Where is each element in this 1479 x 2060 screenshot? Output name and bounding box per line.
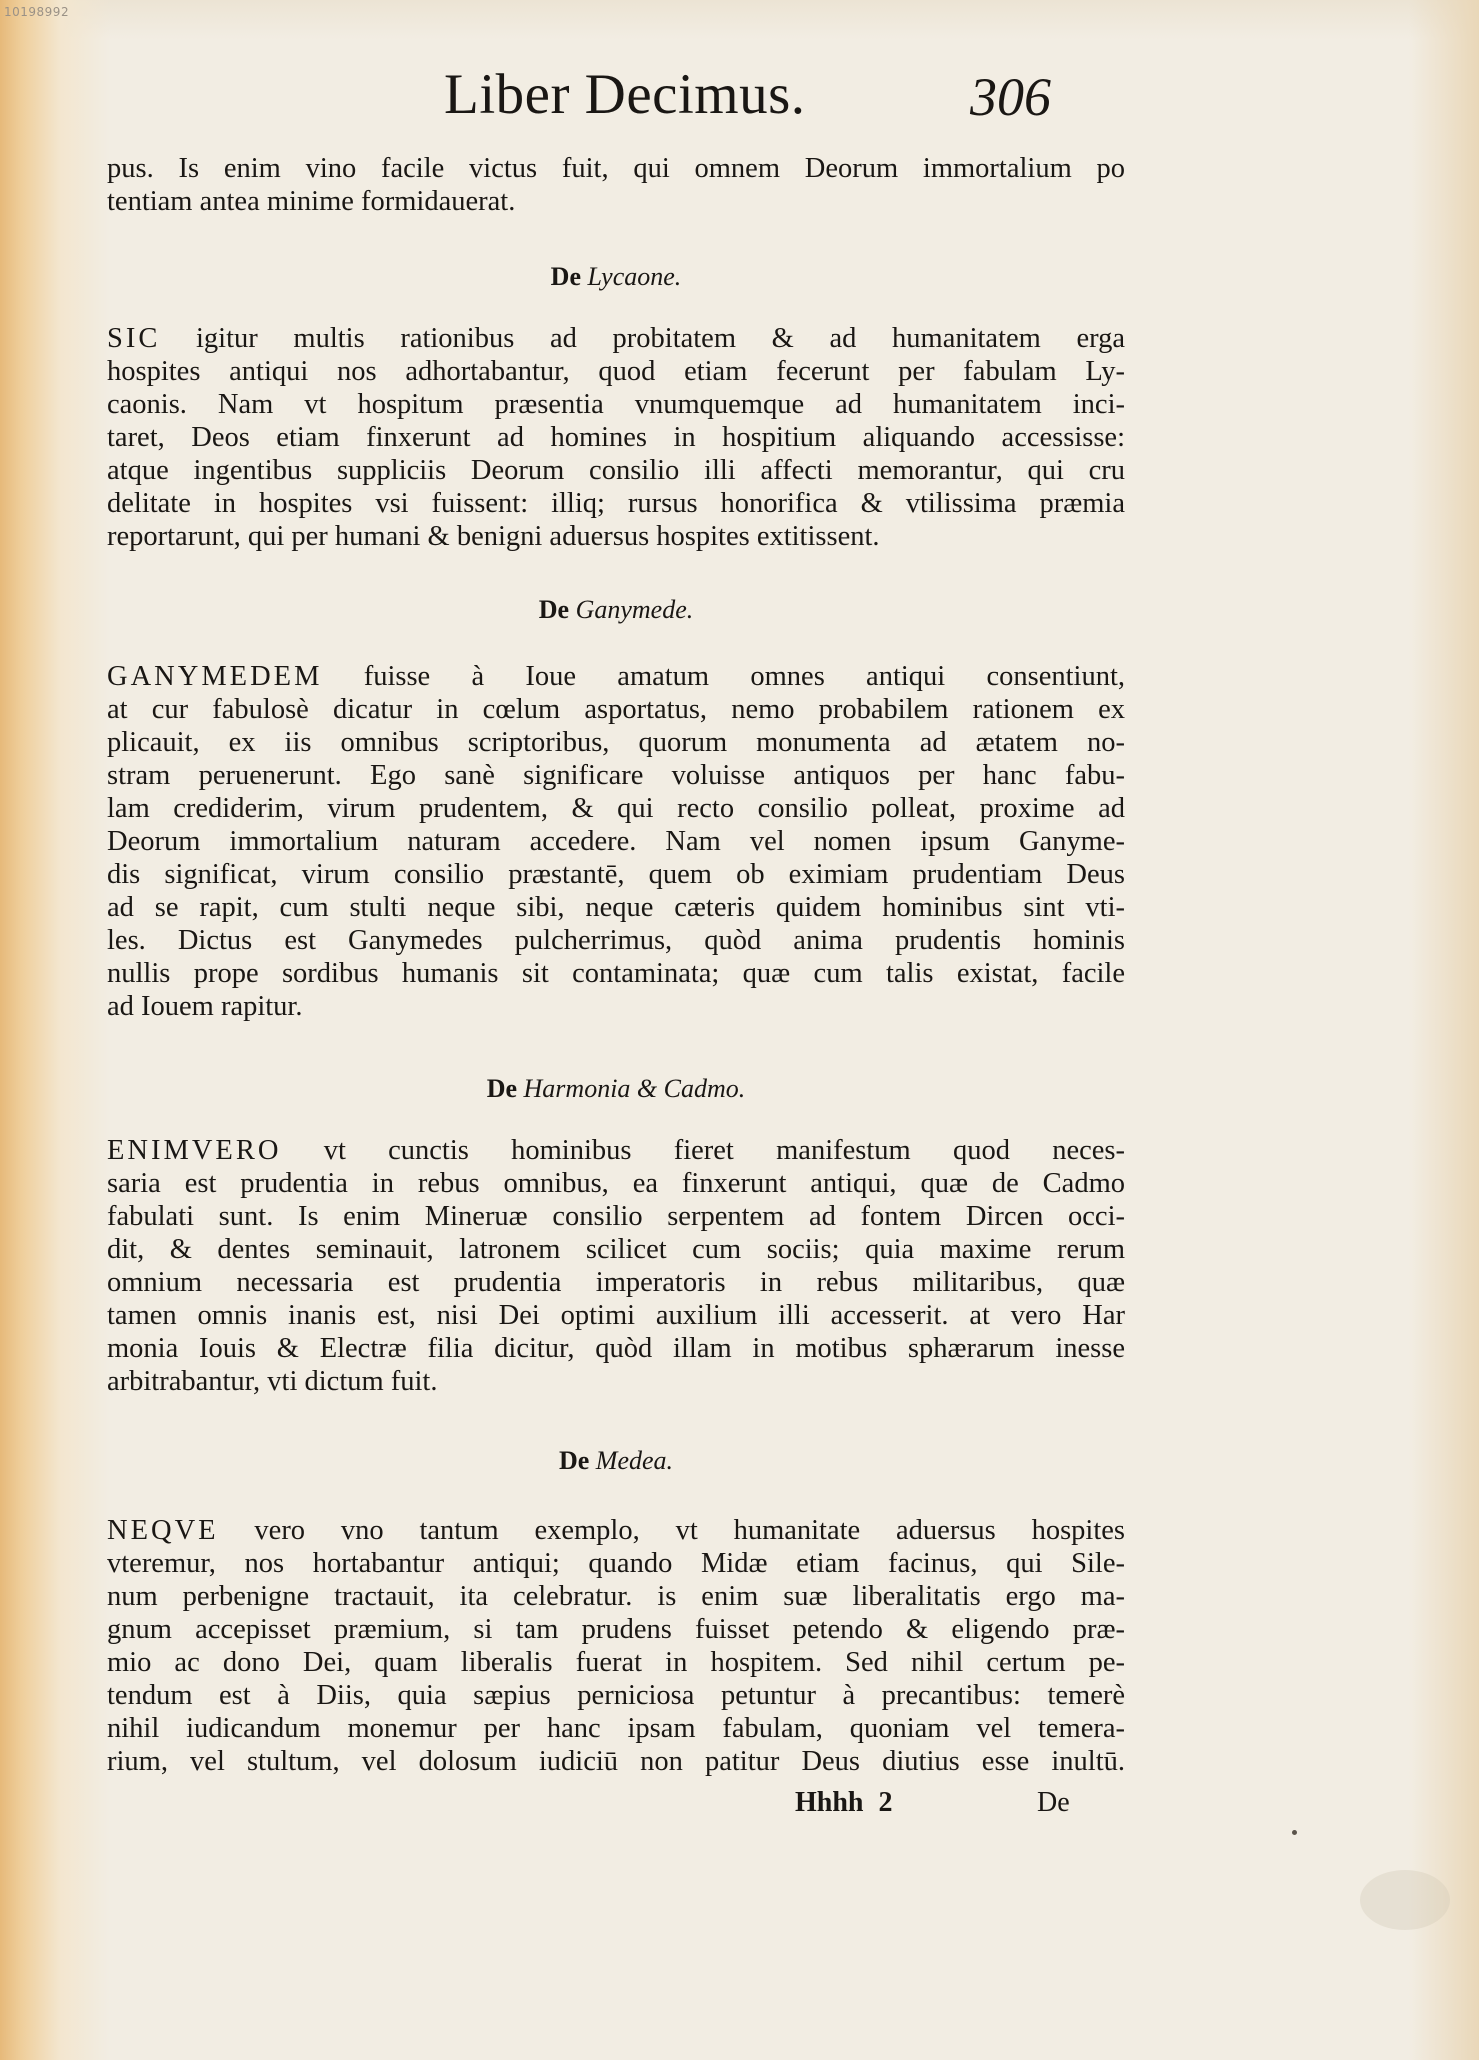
section-heading-ganymede xyxy=(107,595,1125,625)
text-line: nullis prope sordibus humanis sit contaminata; quæ cum talis existat, facile xyxy=(107,958,1125,989)
text-line: monia Iouis & Electræ filia dicitur, quòd illam in motibus sphærarum inesse xyxy=(107,1333,1125,1364)
text-line: reportarunt, qui per humani & benigni aduersus hospites extitissent. xyxy=(107,521,880,552)
section-heading-medea xyxy=(107,1446,1125,1476)
text-line xyxy=(107,322,1125,355)
text-line: dis significat, virum consilio præstantē, quem ob eximiam prudentiam Deus xyxy=(107,859,1125,890)
catalog-mark: 10198992 xyxy=(4,5,70,19)
text-line-body: igitur multis rationibus ad probitatem & ad humanitatem erga xyxy=(196,323,1125,354)
heading-prefix: De xyxy=(550,262,581,291)
text-line: pus. Is enim vino facile victus fuit, qui omnem Deorum immortalium po xyxy=(107,153,1125,184)
section-initial: SIC xyxy=(107,323,161,354)
text-line: mio ac dono Dei, quam liberalis fuerat in hospitem. Sed nihil certum pe- xyxy=(107,1647,1125,1678)
text-line: ad Iouem rapitur. xyxy=(107,991,303,1022)
text-line xyxy=(107,660,1125,693)
text-line: vteremur, nos hortabantur antiqui; quando Midæ etiam facinus, qui Sile- xyxy=(107,1548,1125,1579)
heading-name: Harmonia & Cadmo. xyxy=(523,1074,746,1103)
heading-name: Medea. xyxy=(595,1446,674,1475)
section-initial: NEQVE xyxy=(107,1515,219,1546)
running-head-title: Liber Decimus. xyxy=(444,63,806,126)
heading-prefix: De xyxy=(558,1446,590,1475)
text-line: atque ingentibus suppliciis Deorum consilio illi affecti memorantur, qui cru xyxy=(107,455,1125,486)
text-line xyxy=(107,1134,1125,1167)
section-paragraph-lycaone xyxy=(107,322,1125,553)
paper-speck xyxy=(1292,1830,1297,1835)
text-line-body: vero vno tantum exemplo, vt humanitate aduersus hospites xyxy=(254,1515,1125,1546)
heading-name: Lycaone. xyxy=(587,262,682,291)
text-line: gnum accepisset præmium, si tam prudens fuisset petendo & eligendo præ- xyxy=(107,1614,1125,1645)
section-paragraph-medea xyxy=(107,1514,1125,1778)
text-line: Deorum immortalium naturam accedere. Nam vel nomen ipsum Ganyme- xyxy=(107,826,1125,857)
text-line: hospites antiqui nos adhortabantur, quod etiam fecerunt per fabulam Ly- xyxy=(107,356,1125,387)
section-heading-lycaone xyxy=(107,262,1125,292)
text-line: nihil iudicandum monemur per hanc ipsam fabulam, quoniam vel temera- xyxy=(107,1713,1125,1744)
text-line: lam crediderim, virum prudentem, & qui recto consilio polleat, proxime ad xyxy=(107,793,1125,824)
section-paragraph-ganymede xyxy=(107,660,1125,1023)
text-line: plicauit, ex iis omnibus scriptoribus, quorum monumenta ad ætatem no- xyxy=(107,727,1125,758)
text-line: stram peruenerunt. Ego sanè significare voluisse antiquos per hanc fabu- xyxy=(107,760,1125,791)
section-initial: GANYMEDEM xyxy=(107,661,323,692)
text-line: saria est prudentia in rebus omnibus, ea finxerunt antiqui, quæ de Cadmo xyxy=(107,1168,1125,1199)
text-line: caonis. Nam vt hospitum præsentia vnumquemque ad humanitatem inci- xyxy=(107,389,1125,420)
text-line: les. Dictus est Ganymedes pulcherrimus, quòd anima prudentis hominis xyxy=(107,925,1125,956)
heading-name: Ganymede. xyxy=(575,595,694,624)
text-line: arbitrabantur, vti dictum fuit. xyxy=(107,1366,438,1397)
text-line: delitate in hospites vsi fuissent: illiq; rursus honorifica & vtilissima præmia xyxy=(107,488,1125,519)
text-line xyxy=(107,1514,1125,1547)
signature-mark: Hhhh 2 xyxy=(795,1787,893,1818)
text-line-body: fuisse à Ioue amatum omnes antiqui consentiunt, xyxy=(363,661,1126,692)
text-line: ad se rapit, cum stulti neque sibi, neque cæteris quidem hominibus sint vti- xyxy=(107,892,1125,923)
catchword: De xyxy=(1037,1787,1070,1818)
page-number: 306 xyxy=(970,67,1051,127)
intro-paragraph xyxy=(107,152,1125,218)
text-line: fabulati sunt. Is enim Mineruæ consilio serpentem ad fontem Dircen occi- xyxy=(107,1201,1125,1232)
heading-prefix: De xyxy=(538,595,570,624)
heading-prefix: De xyxy=(486,1074,518,1103)
text-line: tamen omnis inanis est, nisi Dei optimi auxilium illi accesserit. at vero Har xyxy=(107,1300,1125,1331)
text-line: rium, vel stultum, vel dolosum iudiciū non patitur Deus diutius esse inultū. xyxy=(107,1746,1125,1777)
text-line: at cur fabulosè dicatur in cœlum asportatus, nemo probabilem rationem ex xyxy=(107,694,1125,725)
text-line: taret, Deos etiam finxerunt ad homines in hospitium aliquando accessisse: xyxy=(107,422,1125,453)
text-line: dit, & dentes seminauit, latronem scilicet cum sociis; quia maxime rerum xyxy=(107,1234,1125,1265)
section-heading-harmonia-cadmo xyxy=(107,1074,1125,1104)
paper-stain xyxy=(1360,1870,1450,1930)
text-line: num perbenigne tractauit, ita celebratur. is enim suæ liberalitatis ergo ma- xyxy=(107,1581,1125,1612)
text-line-body: vt cunctis hominibus fieret manifestum quod neces- xyxy=(323,1135,1126,1166)
text-line: tendum est à Diis, quia sæpius perniciosa petuntur à precantibus: temerè xyxy=(107,1680,1125,1711)
text-line: omnium necessaria est prudentia imperatoris in rebus militaribus, quæ xyxy=(107,1267,1125,1298)
text-line: tentiam antea minime formidauerat. xyxy=(107,186,516,217)
section-initial: ENIMVERO xyxy=(107,1135,282,1166)
section-paragraph-harmonia-cadmo xyxy=(107,1134,1125,1398)
